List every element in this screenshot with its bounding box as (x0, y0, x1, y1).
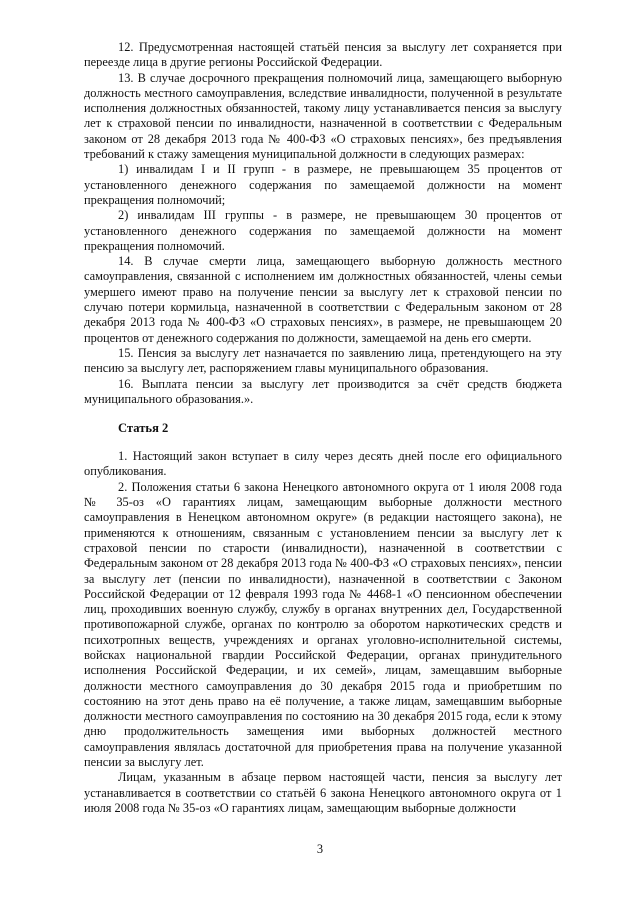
paragraph-item-13: 13. В случае досрочного прекращения полномочий лица, замещающего выборную должность местного самоуправления, вследствие инвалидности, полученной в результате исполнения должностных обязанностей, такому лицу устанавливается пенсия за выслугу лет к страховой пенсии по инвалидности, назначенной в соответствии с Федеральным законом от 28 декабря 2013 года № 400-ФЗ «О страховых пенсиях», без предъявления требований к стажу замещения муниципальной должности в следующих размерах: (84, 70, 562, 162)
paragraph-subitem-1: 1) инвалидам I и II групп - в размере, не превышающем 35 процентов от установленного денежного содержания по замещаемой должности на момент прекращения полномочий; (84, 162, 562, 207)
paragraph-subitem-2: 2) инвалидам III группы - в размере, не превышающем 30 процентов от установленного денежного содержания по замещаемой должности на момент прекращения полномочий. (84, 208, 562, 253)
article-2-paragraph-1: 1. Настоящий закон вступает в силу через десять дней после его официального опубликования. (84, 449, 562, 479)
paragraph-item-15: 15. Пенсия за выслугу лет назначается по заявлению лица, претендующего на эту пенсию за выслугу лет, распоряжением главы муниципального образования. (84, 345, 562, 376)
article-2-paragraph-2: 2. Положения статьи 6 закона Ненецкого автономного округа от 1 июля 2008 года № 35-оз «О гарантиях лицам, замещающим выборные должности местного самоуправления в Ненецком автономном округе» (в редакции настоящего закона), не применяются к отношениям, связанным с установлением пенсии за выслугу лет к страховой пенсии по старости (инвалидности), назначенной в соответствии с Федеральным законом от 28 декабря 2013 года № 400-ФЗ «О страховых пенсиях», пенсии за выслугу лет (пенсии по инвалидности), назначенной в соответствии с Законом Российской Федерации от 12 февраля 1993 года № 4468-1 «О пенсионном обеспечении лиц, проходивших военную службу, службу в органах внутренних дел, Государственной противопожарной службе, органах по контролю за оборотом наркотических средств и психотропных веществ, учреждениях и органах уголовно-исполнительной системы, войсках национальной гвардии Российской Федерации, органах принудительного исполнения Российской Федерации, и их семей», лицам, замещавшим выборные должности местного самоуправления до 30 декабря 2015 года и приобретшим по состоянию на этот день право на её получение, а также лицам, замещавшим выборные должности местного самоуправления по состоянию на 30 декабря 2015 года, если к этому дню продолжительность замещения ими выборных должностей местного самоуправления являлась достаточной для приобретения права на получение указанной пенсии за выслугу лет. (84, 479, 562, 770)
article-2-heading: Статья 2 (118, 421, 169, 436)
paragraph-item-14: 14. В случае смерти лица, замещающего выборную должность местного самоуправления, связанной с исполнением им должностных обязанностей, члены семьи умершего имеют право на получение пенсии за выслугу лет к страховой пенсии по случаю потери кормильца, назначенной в соответствии с Федеральным законом от 28 декабря 2013 года № 400-ФЗ «О страховых пенсиях», в размере, не превышающем 20 процентов от денежного содержания по должности, замещаемой на день его смерти. (84, 254, 562, 345)
page-number: 3 (316, 842, 324, 856)
paragraph-item-16: 16. Выплата пенсии за выслугу лет производится за счёт средств бюджета муниципального образования.». (84, 376, 562, 406)
paragraph-item-12: 12. Предусмотренная настоящей статьёй пенсия за выслугу лет сохраняется при переезде лица в другие регионы Российской Федерации. (84, 40, 562, 70)
article-2-paragraph-3: Лицам, указанным в абзаце первом настоящей части, пенсия за выслугу лет устанавливается в соответствии со статьёй 6 закона Ненецкого автономного округа от 1 июля 2008 года № 35-оз «О гарантиях лицам, замещающим выборные должности (84, 770, 562, 815)
document-body (84, 40, 562, 816)
